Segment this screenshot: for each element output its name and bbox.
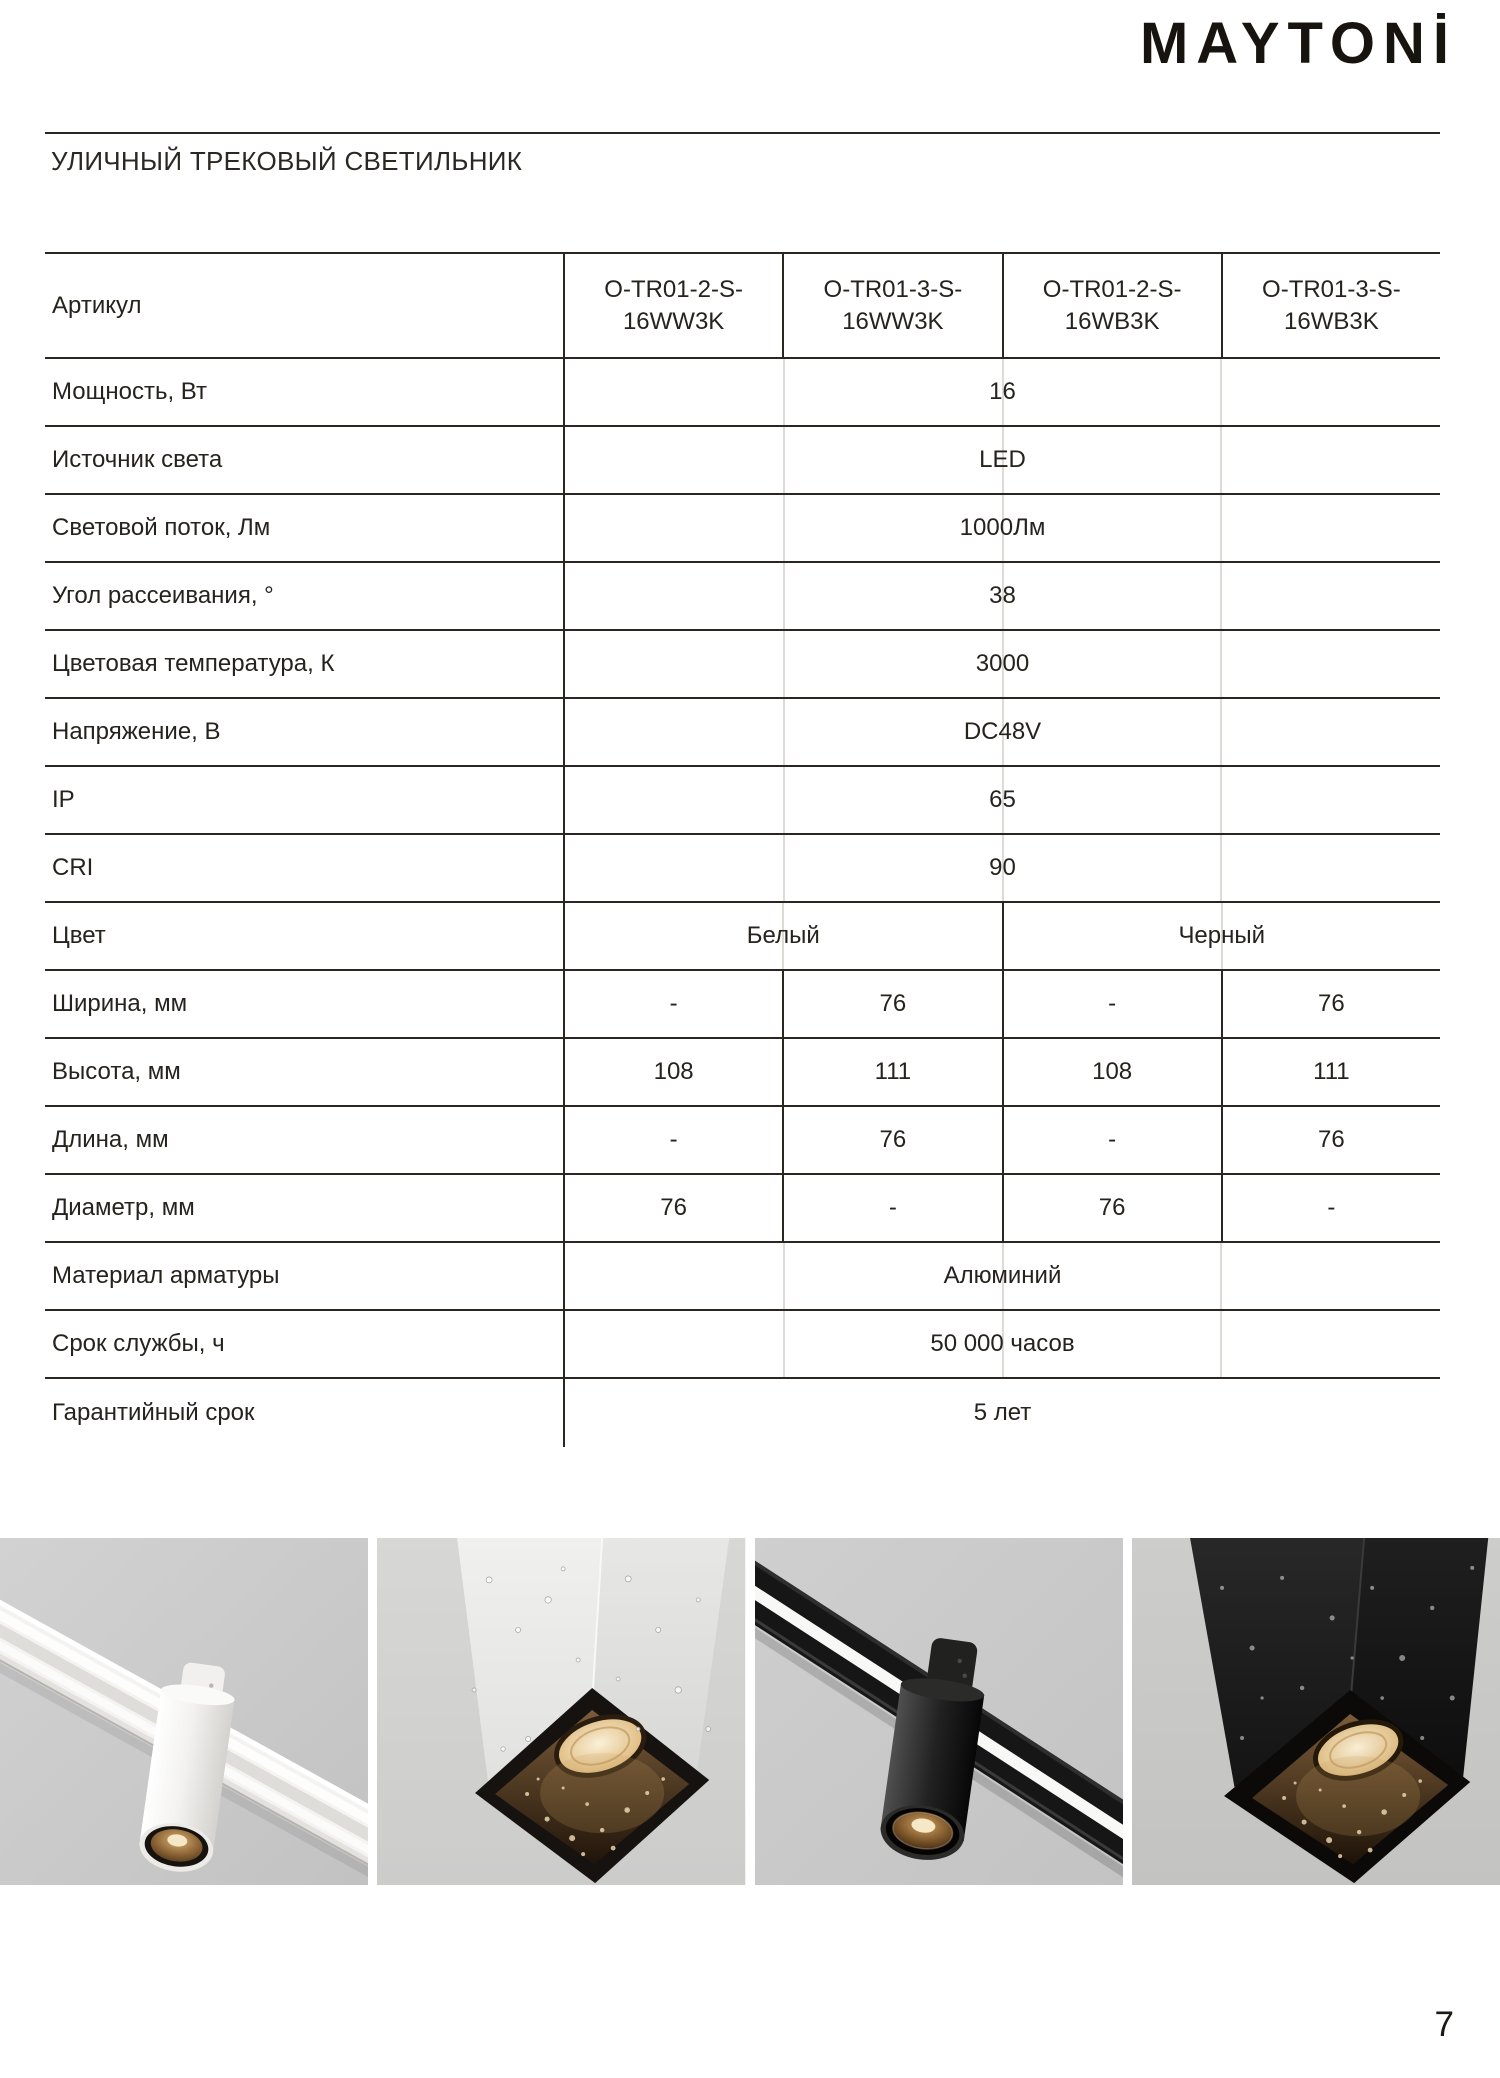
product-image-black-cube-light xyxy=(1132,1538,1500,1885)
table-row xyxy=(45,699,1440,767)
spec-label: Световой поток, Лм xyxy=(52,514,271,541)
article-code: O-TR01-3-S-16WB3K xyxy=(1262,275,1401,335)
spec-value: LED xyxy=(563,427,1440,493)
spec-value: 111 xyxy=(782,1039,1001,1105)
spec-value: DC48V xyxy=(563,699,1440,765)
table-row xyxy=(45,1379,1440,1447)
article-cell xyxy=(1221,254,1440,357)
spec-value: 108 xyxy=(563,1039,782,1105)
product-image-white-track-spotlight xyxy=(0,1538,368,1885)
article-cell xyxy=(1002,254,1221,357)
page-title: УЛИЧНЫЙ ТРЕКОВЫЙ СВЕТИЛЬНИК xyxy=(51,146,523,176)
spec-table xyxy=(45,252,1440,1447)
table-row xyxy=(45,631,1440,699)
spec-value: - xyxy=(1002,971,1221,1037)
spec-value-white: Белый xyxy=(563,903,1002,969)
article-cell xyxy=(782,254,1001,357)
brand-logo: MAYTONİ xyxy=(1139,11,1457,76)
table-row-color xyxy=(45,903,1440,971)
spec-value: - xyxy=(563,1107,782,1173)
spec-label: Цветовая температура, К xyxy=(52,650,335,677)
spec-value: 50 000 часов xyxy=(563,1311,1440,1377)
product-image-black-track-spotlight xyxy=(755,1538,1123,1885)
spec-value: - xyxy=(1002,1107,1221,1173)
table-row xyxy=(45,767,1440,835)
article-cell xyxy=(563,254,782,357)
spec-value: 76 xyxy=(1221,1107,1440,1173)
article-code: O-TR01-2-S-16WB3K xyxy=(1042,275,1182,335)
table-row xyxy=(45,427,1440,495)
product-gallery xyxy=(0,1538,1500,1885)
spec-label: Ширина, мм xyxy=(52,990,188,1017)
spec-value: 90 xyxy=(563,835,1440,901)
table-row xyxy=(45,1311,1440,1379)
spec-value-black: Черный xyxy=(1002,903,1441,969)
table-row xyxy=(45,563,1440,631)
spec-label: Источник света xyxy=(52,446,223,473)
spec-value: 108 xyxy=(1002,1039,1221,1105)
article-code: O-TR01-2-S-16WW3K xyxy=(604,275,743,335)
spec-value: 76 xyxy=(1002,1175,1221,1241)
table-row xyxy=(45,1175,1440,1243)
spec-label: CRI xyxy=(52,854,94,881)
spec-value: 38 xyxy=(563,563,1440,629)
spec-value: 65 xyxy=(563,767,1440,833)
spec-value: 5 лет xyxy=(563,1379,1440,1447)
spec-label: Гарантийный срок xyxy=(52,1399,255,1426)
spec-label: Мощность, Вт xyxy=(52,378,207,405)
spec-value: 111 xyxy=(1221,1039,1440,1105)
table-row-article xyxy=(45,254,1440,359)
spec-value: 76 xyxy=(563,1175,782,1241)
spec-label: Цвет xyxy=(52,922,106,949)
spec-value: 16 xyxy=(563,359,1440,425)
spec-label: Длина, мм xyxy=(52,1126,169,1153)
product-image-white-cube-light xyxy=(377,1538,745,1885)
table-row xyxy=(45,971,1440,1039)
title-top-rule xyxy=(45,132,1440,134)
spec-label: Артикул xyxy=(52,291,142,319)
spec-value: - xyxy=(563,971,782,1037)
table-row xyxy=(45,1243,1440,1311)
spec-label: Напряжение, В xyxy=(52,718,221,745)
spec-label: Срок службы, ч xyxy=(52,1330,225,1357)
spec-value: - xyxy=(1221,1175,1440,1241)
spec-value: - xyxy=(782,1175,1001,1241)
spec-value: 3000 xyxy=(563,631,1440,697)
table-row xyxy=(45,495,1440,563)
page-number: 7 xyxy=(1434,2005,1454,2044)
spec-label: Материал арматуры xyxy=(52,1262,280,1289)
table-row xyxy=(45,1039,1440,1107)
table-row xyxy=(45,1107,1440,1175)
article-code: O-TR01-3-S-16WW3K xyxy=(823,275,963,335)
table-row xyxy=(45,359,1440,427)
spec-value: 1000Лм xyxy=(563,495,1440,561)
spec-label: Высота, мм xyxy=(52,1058,181,1085)
spec-value: 76 xyxy=(782,971,1001,1037)
table-row xyxy=(45,835,1440,903)
spec-value: Алюминий xyxy=(563,1243,1440,1309)
spec-label: IP xyxy=(52,786,75,813)
spec-value: 76 xyxy=(782,1107,1001,1173)
spec-label: Диаметр, мм xyxy=(52,1194,195,1221)
spec-label: Угол рассеивания, ° xyxy=(52,582,274,609)
spec-value: 76 xyxy=(1221,971,1440,1037)
